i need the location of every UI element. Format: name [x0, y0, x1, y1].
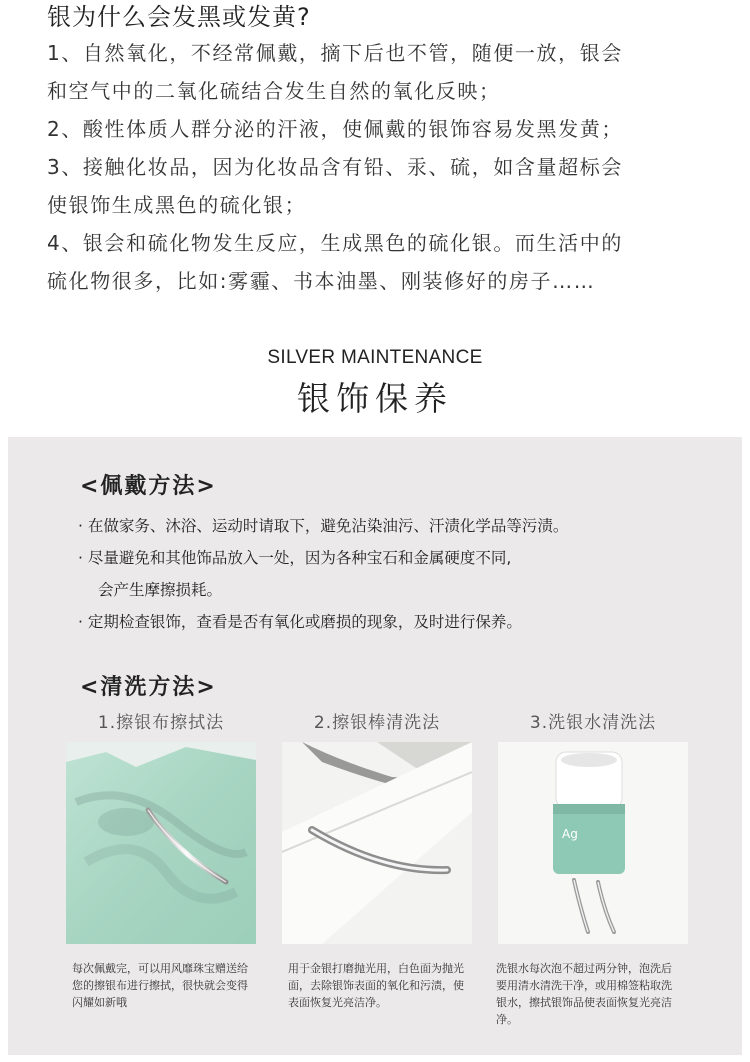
cleaning-title: <清洗方法>	[80, 675, 217, 700]
cloth-image	[66, 742, 256, 944]
intro-line: 2、酸性体质人群分泌的汗液，使佩戴的银饰容易发黑发黄；	[47, 117, 623, 141]
caption-cloth: 每次佩戴完，可以用风靡珠宝赠送给您的擦银布进行擦拭，很快就会变得闪耀如新哦	[72, 962, 248, 1009]
intro-line: 硫化物很多，比如:雾霾、书本油墨、刚装修好的房子……	[47, 269, 596, 293]
intro-line: 3、接触化妆品，因为化妆品含有铅、汞、硫，如含量超标会	[47, 155, 623, 179]
bullet-item-continued: 会产生摩擦损耗。	[98, 581, 223, 599]
maintenance-title-cn: 银饰保养	[297, 379, 453, 418]
cloth-photo	[66, 742, 256, 944]
bullet-item: · 尽量避免和其他饰品放入一处，因为各种宝石和金属硬度不同,	[78, 549, 512, 567]
intro-title: 银为什么会发黑或发黄?	[47, 3, 311, 31]
intro-line: 4、银会和硫化物发生反应，生成黑色的硫化银。而生活中的	[47, 231, 623, 255]
bullet-item: · 定期检查银饰，查看是否有氧化或磨损的现象，及时进行保养。	[78, 613, 522, 631]
polishing-stick-image	[282, 742, 472, 944]
method-title-liquid: 3.洗银水清洗法	[529, 713, 657, 733]
stick-photo	[282, 742, 472, 944]
wearing-bullets	[78, 510, 728, 638]
liquid-photo	[498, 742, 688, 944]
bullet-item: · 在做家务、沐浴、运动时请取下，避免沾染油污、汗渍化学品等污渍。	[78, 517, 569, 535]
caption-stick: 用于金银打磨抛光用，白色面为抛光面，去除银饰表面的氧化和污渍，使表面恢复光亮洁净。	[288, 962, 464, 1009]
wearing-title: <佩戴方法>	[80, 474, 217, 499]
svg-text:Ag: Ag	[562, 827, 578, 841]
maintenance-heading	[0, 347, 750, 420]
caption-liquid: 洗银水每次泡不超过两分钟，泡洗后要用清水清洗干净，或用棉签粘取洗银水，擦拭银饰品使表面恢复光亮洁净。	[496, 962, 672, 1026]
intro-line: 和空气中的二氧化硫结合发生自然的氧化反映；	[47, 79, 501, 103]
method-title-cloth: 1.擦银布擦拭法	[97, 713, 225, 733]
method-title-stick: 2.擦银棒清洗法	[313, 713, 441, 733]
maintenance-title-en: SILVER MAINTENANCE	[267, 347, 483, 368]
intro-line: 1、自然氧化，不经常佩戴，摘下后也不管，随便一放，银会	[47, 41, 623, 65]
intro-line: 使银饰生成黑色的硫化银；	[47, 193, 307, 217]
intro-section	[47, 0, 727, 300]
cleaning-bottle-image	[498, 742, 688, 944]
